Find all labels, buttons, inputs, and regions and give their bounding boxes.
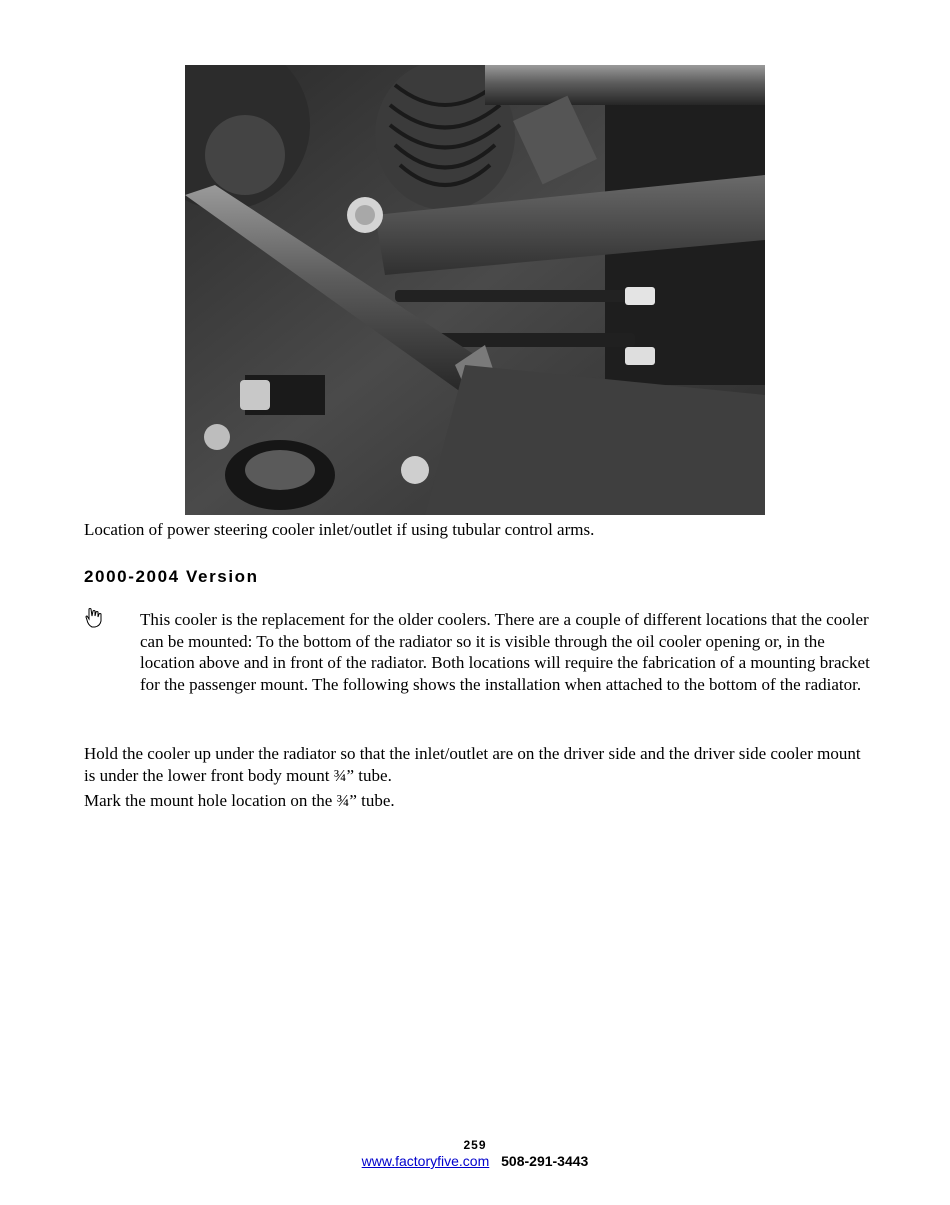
phone-number: 508-291-3443: [501, 1153, 589, 1169]
photo-illustration: [185, 65, 765, 515]
pointing-hand-icon: [84, 607, 104, 629]
footer-contact: [0, 1153, 950, 1169]
page-number: 259: [463, 1138, 487, 1152]
photo-caption: Location of power steering cooler inlet/outlet if using tubular control arms.: [84, 520, 595, 539]
website-link[interactable]: www.factoryfive.com: [361, 1153, 490, 1169]
instruction-paragraph: Hold the cooler up under the radiator so that the inlet/outlet are on the driver side and the driver side cooler mount is under the lower front body mount ¾” tube.: [84, 744, 861, 785]
cooler-location-photo: [185, 65, 765, 515]
section-heading: 2000-2004 Version: [84, 567, 259, 586]
instruction-paragraph: Mark the mount hole location on the ¾” tube.: [84, 791, 395, 810]
note-text: This cooler is the replacement for the older coolers. There are a couple of different locations that the cooler can be mounted: To the bottom of the radiator so it is visible through the oil cooler opening or, in the location above and in front of the radiator. Both locations will require the fabrication of a mounting bracket for the passenger mount. The following shows the installation when attached to the bottom of the radiator.: [140, 610, 870, 694]
